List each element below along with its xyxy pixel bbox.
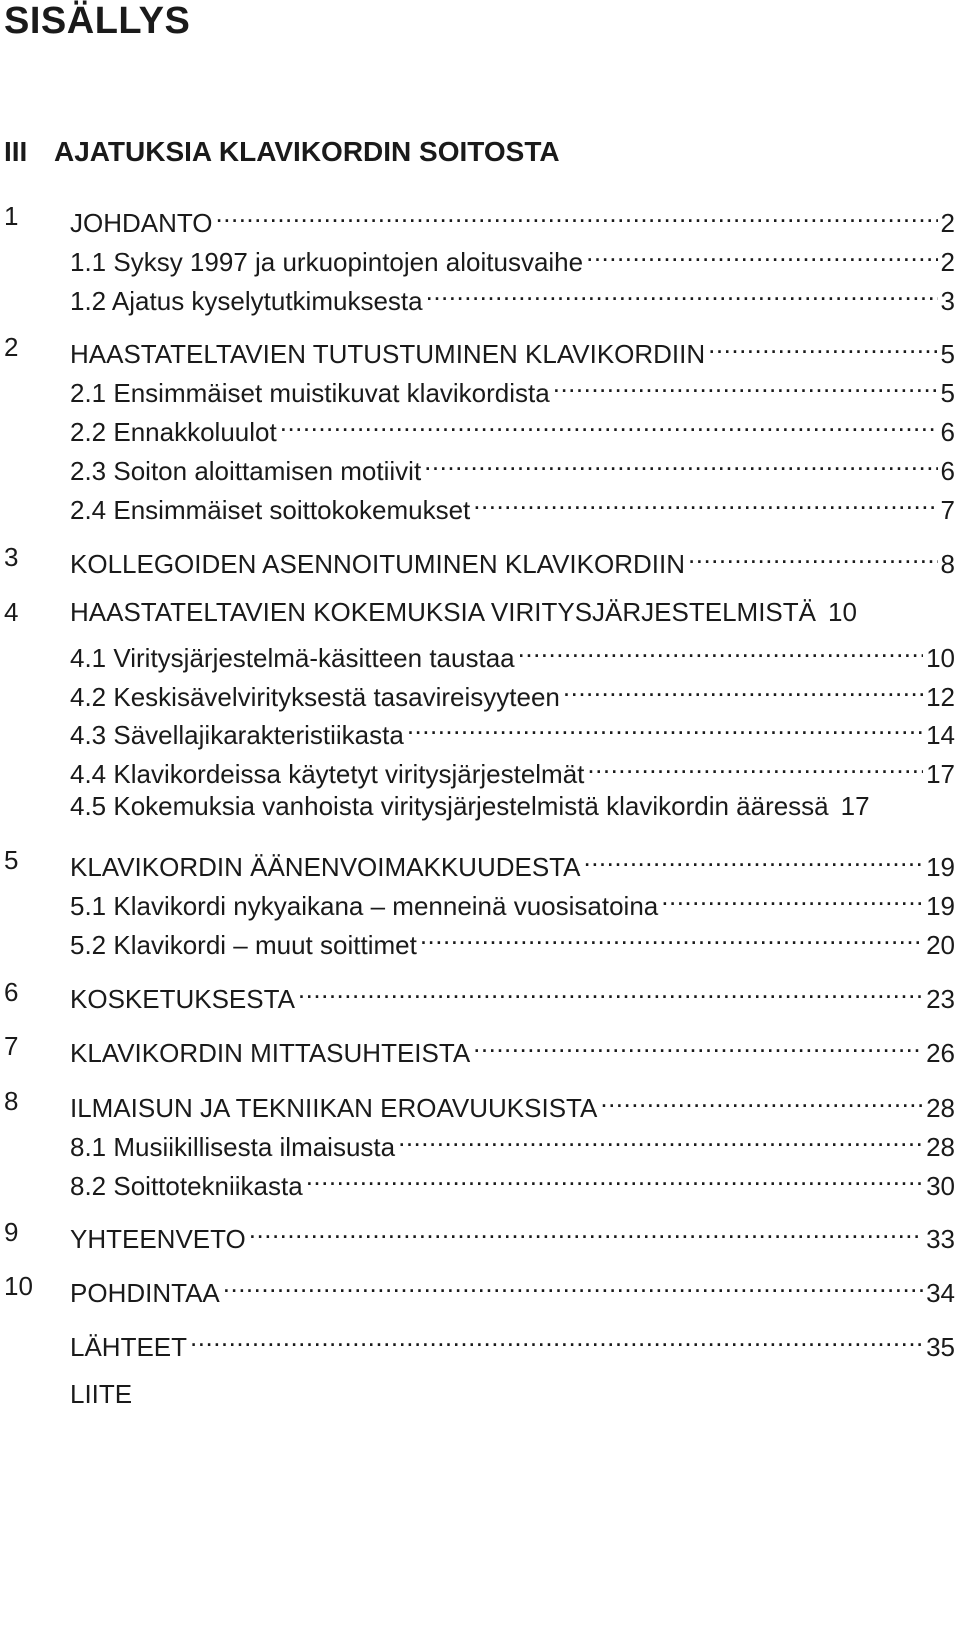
toc-leader-dots <box>587 751 923 783</box>
toc-leader-dots <box>708 331 937 363</box>
toc-entry-body <box>70 448 955 487</box>
toc-entry-body <box>70 790 955 822</box>
toc-page-number: 7 <box>940 495 955 525</box>
toc-leader-dots <box>600 1085 923 1117</box>
toc-entry-label: HAASTATELTAVIEN KOKEMUKSIA VIRITYSJÄRJESTELMISTÄ <box>70 597 816 627</box>
toc-page-number: 6 <box>940 417 955 447</box>
toc-entry-number: 2 <box>4 332 19 362</box>
toc-entry-body <box>70 596 955 628</box>
toc-page-number: 5 <box>940 339 955 369</box>
toc-leader-dots <box>518 635 923 667</box>
toc-page-number: 6 <box>940 456 955 486</box>
toc-page-number: 10 <box>827 597 857 627</box>
toc-entry[interactable] <box>0 278 955 316</box>
toc-leader-dots <box>553 370 938 402</box>
toc-entry-body <box>70 1378 955 1410</box>
toc-leader-dots <box>473 487 937 519</box>
toc-page-number: 2 <box>940 247 955 277</box>
toc-page-number: 12 <box>926 682 955 712</box>
toc-entry[interactable] <box>0 1085 955 1123</box>
toc-entry-number: 7 <box>4 1031 19 1061</box>
toc-entry-label: 1.1 Syksy 1997 ja urkuopintojen aloitusvaihe <box>70 247 584 277</box>
toc-entry-label: 2.2 Ennakkoluulot <box>70 417 277 447</box>
toc-page-number: 14 <box>926 720 955 750</box>
toc-entry-body <box>70 541 955 580</box>
toc-page-number: 17 <box>840 791 870 821</box>
toc-entry-label: HAASTATELTAVIEN TUTUSTUMINEN KLAVIKORDIIN <box>70 339 706 369</box>
toc-entry-label: 2.1 Ensimmäiset muistikuvat klavikordista <box>70 378 550 408</box>
toc-entry-label: 4.2 Keskisävelvirityksestä tasavireisyyteen <box>70 682 560 712</box>
toc-entry-body <box>70 331 955 370</box>
toc-entry[interactable] <box>0 1124 955 1162</box>
toc-entry-number: 1 <box>4 201 19 231</box>
toc-entry-label: 5.2 Klavikordi – muut soittimet <box>70 930 417 960</box>
toc-entry-body <box>70 1324 955 1363</box>
toc-entry[interactable] <box>0 674 955 712</box>
toc-entry[interactable] <box>0 1270 955 1308</box>
toc-entry-label: KOSKETUKSESTA <box>70 984 295 1014</box>
toc-leader-dots <box>407 712 923 744</box>
toc-entry-label: 4.3 Sävellajikarakteristiikasta <box>70 720 404 750</box>
toc-entry[interactable] <box>0 712 955 750</box>
toc-entry[interactable] <box>0 635 955 673</box>
toc-leader-dots <box>306 1163 923 1195</box>
toc-entry-body <box>70 409 955 448</box>
toc-page-number: 19 <box>926 891 955 921</box>
toc-entry[interactable] <box>0 487 955 525</box>
toc-leader-dots <box>249 1216 923 1248</box>
toc-page-number: 19 <box>926 852 955 882</box>
toc-leader-dots <box>688 541 938 573</box>
toc-entry[interactable] <box>0 976 955 1014</box>
toc-entry-body <box>70 1085 955 1124</box>
toc-leader-dots <box>473 1030 923 1062</box>
toc-entry-number: 6 <box>4 977 19 1007</box>
toc-entry-label: POHDINTAA <box>70 1278 220 1308</box>
toc-entry-number: 8 <box>4 1086 19 1116</box>
toc-page-number: 2 <box>940 208 955 238</box>
toc-leader-dots <box>563 674 923 706</box>
toc-entry-label: KLAVIKORDIN ÄÄNENVOIMAKKUUDESTA <box>70 852 581 882</box>
toc-entry-body <box>70 1124 955 1163</box>
toc-leader-dots <box>420 922 923 954</box>
toc-leader-dots <box>298 976 923 1008</box>
toc-page-number: 34 <box>926 1278 955 1308</box>
toc-entry[interactable] <box>0 409 955 447</box>
toc-entry[interactable] <box>0 883 955 921</box>
toc-entry-label: JOHDANTO <box>70 208 213 238</box>
toc-page-number: 3 <box>940 286 955 316</box>
toc-leader-dots <box>583 844 923 876</box>
toc-entry-number: 5 <box>4 845 19 875</box>
toc-entry-label: KOLLEGOIDEN ASENNOITUMINEN KLAVIKORDIIN <box>70 549 685 579</box>
toc-entry[interactable] <box>0 239 955 277</box>
toc-entry[interactable] <box>0 448 955 486</box>
toc-page-number: 5 <box>940 378 955 408</box>
toc-page-number: 26 <box>926 1038 955 1068</box>
toc-entry-label: 4.5 Kokemuksia vanhoista viritysjärjestelmistä klavikordin ääressä <box>70 791 829 821</box>
toc-entry-body <box>70 1216 955 1255</box>
toc-page-number: 20 <box>926 930 955 960</box>
toc-entry-label: ILMAISUN JA TEKNIIKAN EROAVUUKSISTA <box>70 1093 598 1123</box>
toc-leader-dots <box>216 200 938 232</box>
toc-entry[interactable] <box>0 596 955 628</box>
toc-entry[interactable] <box>0 1163 955 1201</box>
toc-leader-dots <box>424 448 937 480</box>
toc-entry-body <box>70 278 955 317</box>
toc-entry-body <box>70 883 955 922</box>
toc-entry-label: 1.2 Ajatus kyselytutkimuksesta <box>70 286 423 316</box>
toc-leader-dots <box>398 1124 923 1156</box>
toc-page-number: 10 <box>926 643 955 673</box>
toc-entry-body <box>70 487 955 526</box>
toc-entry[interactable] <box>0 790 955 822</box>
toc-entry[interactable] <box>0 751 955 789</box>
toc-entry-number: 3 <box>4 542 19 572</box>
toc-entry-body <box>70 635 955 674</box>
toc-entry[interactable] <box>0 1378 955 1410</box>
toc-entry[interactable] <box>0 541 955 579</box>
toc-entry[interactable] <box>0 922 955 960</box>
toc-entry-label: 2.4 Ensimmäiset soittokokemukset <box>70 495 471 525</box>
toc-entry-body <box>70 239 955 278</box>
toc-entry-label: 8.1 Musiikillisesta ilmaisusta <box>70 1132 396 1162</box>
toc-entry-label: LIITE <box>70 1379 133 1409</box>
toc-entry-label: 4.4 Klavikordeissa käytetyt viritysjärjestelmät <box>70 759 585 789</box>
toc-entry[interactable] <box>0 331 955 369</box>
toc-entry-number: 4 <box>4 597 19 627</box>
toc-entry-body <box>70 844 955 883</box>
toc-entry[interactable] <box>0 844 955 882</box>
toc-entry[interactable] <box>0 1216 955 1254</box>
toc-page-number: 35 <box>926 1332 955 1362</box>
part-title: AJATUKSIA KLAVIKORDIN SOITOSTA <box>54 136 560 167</box>
toc-entry-body <box>70 976 955 1015</box>
toc-entry-body <box>70 751 955 790</box>
toc-page-number: 28 <box>926 1132 955 1162</box>
toc-entry-label: YHTEENVETO <box>70 1224 246 1254</box>
toc-entry-body <box>70 712 955 751</box>
toc-leader-dots <box>661 883 923 915</box>
toc-entry-label: KLAVIKORDIN MITTASUHTEISTA <box>70 1038 471 1068</box>
toc-entry-number: 10 <box>4 1271 33 1301</box>
toc-entry-label: 2.3 Soiton aloittamisen motiivit <box>70 456 422 486</box>
toc-leader-dots <box>586 239 937 271</box>
toc-entry-body <box>70 1270 955 1309</box>
toc-leader-dots <box>190 1324 923 1356</box>
toc-entry-body <box>70 1030 955 1069</box>
toc-page-number: 23 <box>926 984 955 1014</box>
toc-page-number: 17 <box>926 759 955 789</box>
toc-entry-body <box>70 922 955 961</box>
part-number: III <box>4 136 28 167</box>
toc-entry-body <box>70 200 955 239</box>
toc-entry[interactable] <box>0 1324 955 1362</box>
toc-entry-body <box>70 674 955 713</box>
toc-entry[interactable] <box>0 200 955 238</box>
toc-entry-body <box>70 1163 955 1202</box>
toc-entry-label: 8.2 Soittotekniikasta <box>70 1171 303 1201</box>
toc-entry-label: LÄHTEET <box>70 1332 188 1362</box>
toc-page-number: 28 <box>926 1093 955 1123</box>
toc-entry-number: 9 <box>4 1217 19 1247</box>
toc-entry[interactable] <box>0 1030 955 1068</box>
toc-entry-label: 4.1 Viritysjärjestelmä-käsitteen taustaa <box>70 643 515 673</box>
toc-entry-label: 5.1 Klavikordi nykyaikana – menneinä vuosisatoina <box>70 891 659 921</box>
toc-page-number: 33 <box>926 1224 955 1254</box>
toc-entry-body <box>70 370 955 409</box>
toc-leader-dots <box>426 278 938 310</box>
toc-entry[interactable] <box>0 370 955 408</box>
toc-leader-dots <box>280 409 938 441</box>
toc-leader-dots <box>223 1270 923 1302</box>
toc-page-number: 8 <box>940 549 955 579</box>
toc-page-number: 30 <box>926 1171 955 1201</box>
page-title: SISÄLLYS <box>4 0 191 42</box>
